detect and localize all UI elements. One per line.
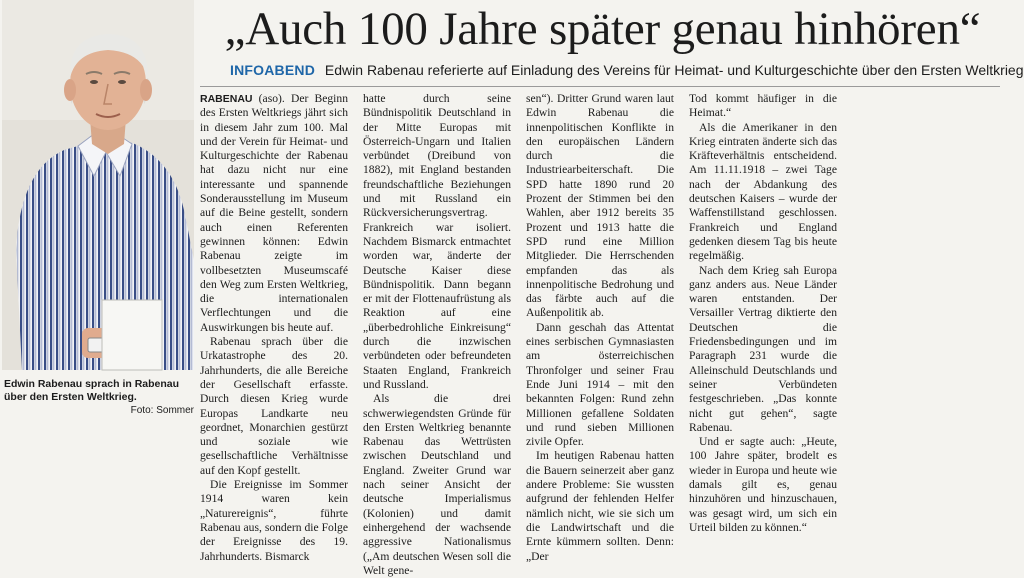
kicker-label: INFOABEND — [230, 62, 316, 78]
paragraph: Rabenau sprach über die Urkatastrophe des 20. Jahrhunderts, die alle Bereiche der Gesellschaft erfasste. Durch diesen Krieg wurde Europas Landkarte neu geordnet, Monarchien gestürzt und soziale wie gesellschaftliche Verhältnisse auf den Kopf gestellt. — [200, 335, 348, 477]
subheadline — [230, 60, 1024, 80]
paragraph: sen“). Dritter Grund waren laut Edwin Rabenau die innenpolitischen Konflikte in den europäischen Ländern durch die Industriearbeiterschaft. Die SPD hatte 1890 rund 20 Prozent der Stimmen bei den Wahlen, aber 1912 bereits 35 Prozent und 1913 hatte die SPD rund eine Million Mitglieder. Die Herrschenden empfanden das als innenpolitische Bedrohung und das färbte auch auf die Außenpolitik ab. — [526, 92, 674, 320]
article-body — [200, 92, 1000, 577]
subhead-text: Edwin Rabenau referierte auf Einladung des Vereins für Heimat- und Kulturgeschichte über den Ersten Weltkrieg — [324, 62, 1024, 78]
caption-text: Edwin Rabenau sprach in Rabenau über den Ersten Weltkrieg. — [4, 378, 180, 403]
article-column-3 — [526, 92, 674, 563]
portrait-photo — [2, 0, 194, 370]
article-column-1 — [200, 92, 348, 563]
paragraph: Dann geschah das Attentat eines serbischen Gymnasiasten am österreichischen Thronfolger und seiner Frau Ende Juni 1914 – mit den bekannten Folgen: Rund zehn Millionen gefallene Soldaten und rund sieben Millionen zivile Opfer. — [526, 320, 674, 449]
article-column-4 — [689, 92, 837, 534]
paragraph: Im heutigen Rabenau hatten die Bauern seinerzeit aber ganz andere Probleme: Sie wussten aufgrund der fehlenden Helfer nämlich nicht, wie sie sich um die Landwirtschaft und die Ernte kümmern sollten. Denn: „Der — [526, 449, 674, 563]
photo-credit: Foto: Sommer — [130, 405, 194, 416]
article-column-2 — [363, 92, 511, 577]
paragraph: Und er sagte auch: „Heute, 100 Jahre später, brodelt es wieder in Europa und heute wie damals gilt es, genau hinzuhören und hinzuschauen, was gesagt wird, um sich ein Urteil bilden zu können.“ — [689, 435, 837, 534]
headline: „Auch 100 Jahre später genau hinhören“ — [224, 3, 981, 55]
paragraph — [200, 92, 348, 335]
paragraph: Nach dem Krieg sah Europa ganz anders aus. Neue Länder waren entstanden. Der Versailler Vertrag diktierte den Deutschen die Friedensbedingungen und im Paragraph 231 wurde die Alleinschuld Deutschlands und seiner Verbündeten festgeschrieben. „Das konnte nicht gut gehen“, sagte Rabenau. — [689, 263, 837, 434]
photo-caption — [4, 378, 194, 417]
paragraph: Tod kommt häufiger in die Heimat.“ — [689, 92, 837, 120]
header-divider — [200, 86, 1000, 87]
paragraph-text: (aso). Der Beginn des Ersten Weltkriegs jährt sich in diesem Jahr zum 100. Mal und der Verein für Heimat- und Kulturgeschichte der Rabenau hat dazu nicht nur eine interessante und spannende Sonderausstellung im Museum auf die Beine gestellt, sondern auch einen Referenten gewinnen können: Edwin Rabenau zeigte im vollbesetzten Museumscafé den Weg zum Ersten Weltkrieg, die internationalen Verflechtungen und die Auswirkungen bis heute auf. — [200, 92, 348, 334]
dateline: RABENAU — [200, 93, 253, 105]
paragraph: Als die Amerikaner in den Krieg eintraten änderte sich das Kräfteverhältnis entscheidend. Am 11.11.1918 – zwei Tage nach der Abdankung des deutschen Kaisers – wurde der Waffenstillstand geschlossen. Frankreich und England gedenken diesem Tag bis heute regelmäßig. — [689, 120, 837, 263]
paragraph: Als die drei schwerwiegendsten Gründe für den Ersten Weltkrieg benannte Rabenau das Wettrüsten zwischen Deutschland und England. Zweiter Grund war nach seiner Ansicht der deutsche Imperialismus (Kolonien) und damit einhergehend der wachsende aggressive Nationalismus („Am deutschen Wesen soll die Welt gene- — [363, 392, 511, 577]
portrait-illustration — [2, 0, 194, 370]
paragraph: hatte durch seine Bündnispolitik Deutschland in der Mitte Europas mit Österreich-Ungarn und Italien verbündet (Dreibund von 1882), mit England bestanden freundschaftliche Beziehungen und mit Russland ein Rückversicherungsvertrag. Frankreich war isoliert. Nachdem Bismarck entmachtet worden war, änderte der Deutsche Kaiser diese Bündnispolitik. Dann begann er mit der Flottenaufrüstung als Reaktion auf eine „überbedrohliche Einkreisung“ durch die inzwischen verbündeten oder befreundeten Staaten England, Frankreich und Russland. — [363, 92, 511, 391]
paragraph: Die Ereignisse im Sommer 1914 waren kein „Naturereignis“, führte Rabenau aus, sondern die Folge der Ereignisse des 19. Jahrhunderts. Bismarck — [200, 478, 348, 563]
